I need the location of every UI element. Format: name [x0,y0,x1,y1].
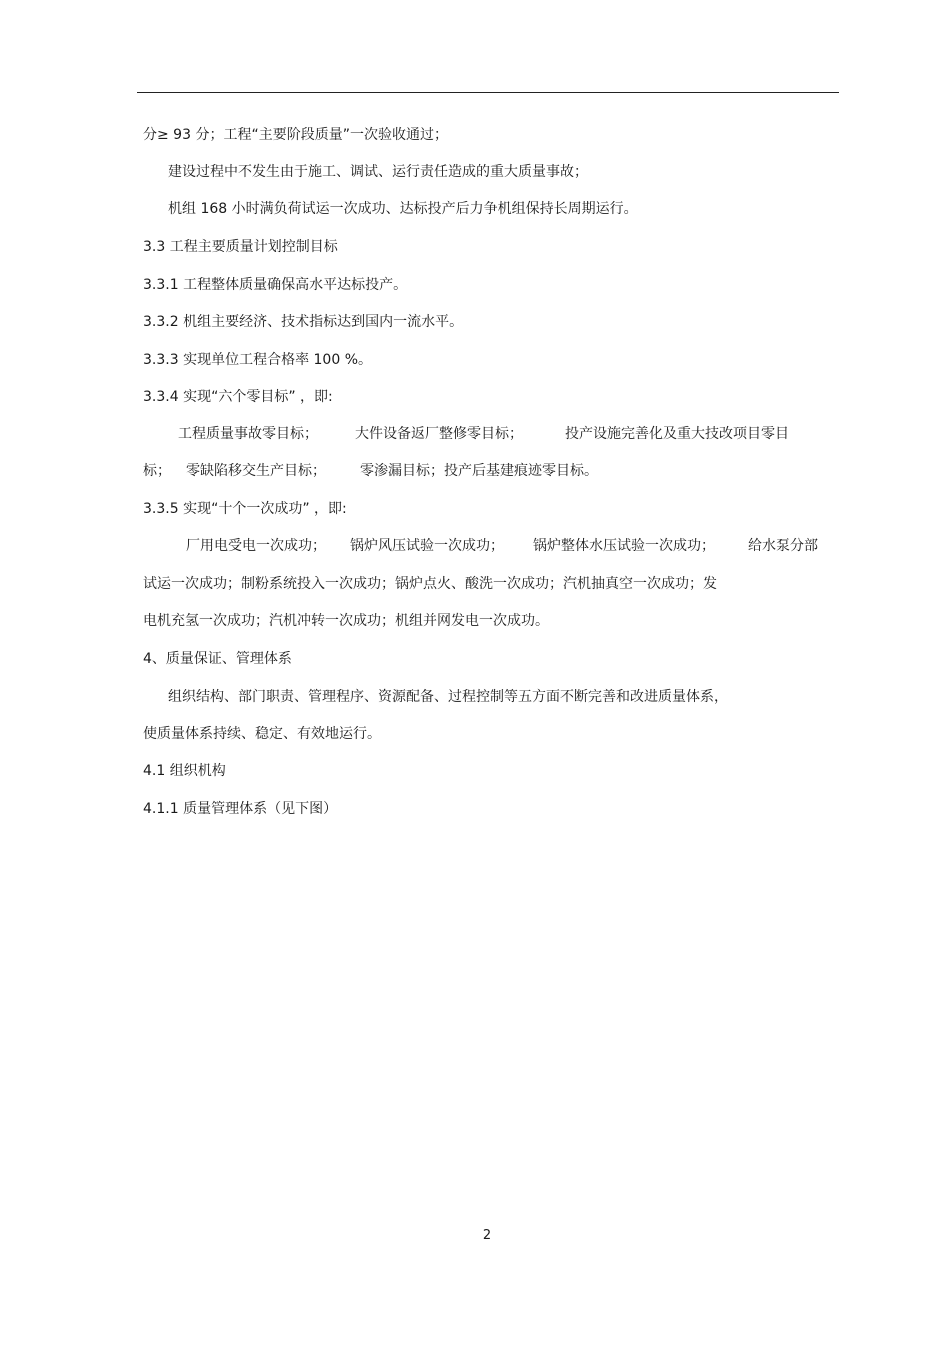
section-heading: 4.1 组织机构 [143,763,226,779]
subsection-heading: 3.3.1 工程整体质量确保高水平达标投产。 [143,277,408,293]
success-item: 厂用电受电一次成功； [186,538,326,554]
subsection-heading: 3.3.2 机组主要经济、技术指标达到国内一流水平。 [143,314,464,330]
success-item: 给水泵分部 [748,538,818,554]
page-number: 2 [482,1228,492,1243]
goal-item: 标； [143,463,171,479]
paragraph-line: 电机充氢一次成功；汽机冲转一次成功；机组并网发电一次成功。 [143,613,549,629]
subsection-heading: 3.3.4 实现“六个零目标” ，即: [143,389,333,405]
paragraph-line: 分≥ 93 分；工程“主要阶段质量”一次验收通过； [143,127,448,143]
goal-item: 大件设备返厂整修零目标； [355,426,523,442]
paragraph-line: 试运一次成功；制粉系统投入一次成功；锅炉点火、酸洗一次成功；汽机抽真空一次成功；发 [143,576,717,592]
goal-item: 投产设施完善化及重大技改项目零目 [565,426,789,442]
goal-item: 零缺陷移交生产目标； [186,463,326,479]
subsection-heading: 3.3.5 实现“十个一次成功” ，即: [143,501,347,517]
paragraph-line: 建设过程中不发生由于施工、调试、运行责任造成的重大质量事故； [168,164,588,180]
goal-item: 零渗漏目标；投产后基建痕迹零目标。 [360,463,598,479]
paragraph-line: 机组 168 小时满负荷试运一次成功、达标投产后力争机组保持长周期运行。 [168,201,638,217]
goal-item: 工程质量事故零目标； [178,426,318,442]
subsection-heading: 3.3.3 实现单位工程合格率 100 %。 [143,352,372,368]
section-heading: 3.3 工程主要质量计划控制目标 [143,239,338,255]
subsection-heading: 4.1.1 质量管理体系（见下图） [143,801,338,817]
paragraph-line: 组织结构、部门职责、管理程序、资源配备、过程控制等五方面不断完善和改进质量体系， [168,689,728,705]
section-heading: 4、质量保证、管理体系 [143,651,292,667]
header-rule [137,92,839,93]
success-item: 锅炉整体水压试验一次成功； [533,538,715,554]
success-item: 锅炉风压试验一次成功； [350,538,504,554]
paragraph-line: 使质量体系持续、稳定、有效地运行。 [143,726,381,742]
